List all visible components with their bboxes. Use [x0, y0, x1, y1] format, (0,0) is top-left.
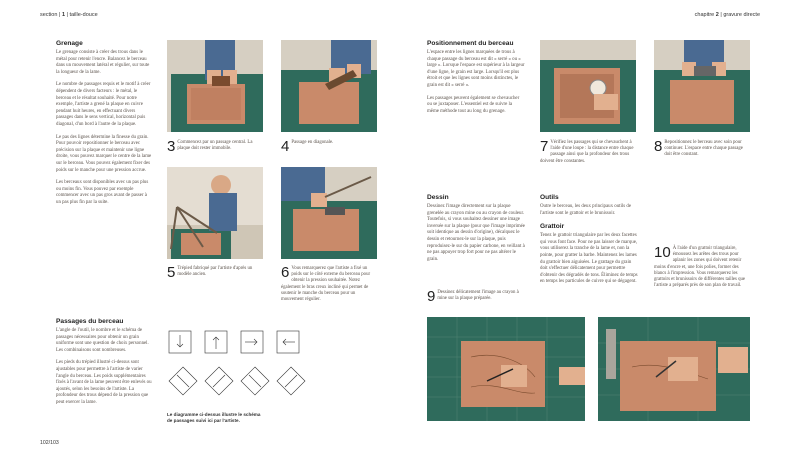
caption-text: Vérifiez les passages qui se chevauchent à l'aide d'une loupe : la distance entre chaque passage ainsi que la profondeur des trous doivent être constantes. — [540, 140, 634, 164]
grattoir-heading: Grattoir — [540, 223, 565, 231]
passages-column — [56, 318, 152, 413]
caption-step-10 — [654, 246, 750, 289]
caption-text: Dessinez délicatement l'image au crayon à mine sur la plaque préparée. — [437, 290, 519, 302]
positionnement-column — [427, 40, 525, 121]
dessin-text: Dessinez l'image directement sur la plaque grenelée au crayon mine ou au crayon de couleur. Toutefois, si vous souhaitez dessiner une image inversée sur la plaque (pour que l'image imprimée soit identique au dessin d'origine), décalquez le dessin et retournez-le sur la plaque, puis reproduisez-le sur du papier carbone, en veillant à ne pas appuyer trop fort pour ne pas altérer le grain. — [427, 204, 525, 262]
outils-column — [540, 194, 638, 292]
caption-text: Repositionnez le berceau avec soin pour continuer. L'espace entre chaque passage doit être constant. — [664, 140, 743, 158]
grattoir-text: Tenez le grattoir triangulaire par les deux facettes qui vous font face. Pour ne pas laisser de marque, vous utiliserez la tranche de la lame et, non la pointe, pour gratter la barbe. Maintenez les lames du grattoir bien aiguisées. Le grattage du grain doit s'effectuer délicatement pour permettre d'obtenir des dégradés de tons. Éliminez de temps en temps les particules de cuivre qui se dégagent. — [540, 233, 638, 285]
grenage-paragraph: Le nombre de passages requis et le motif à créer dépendent de divers facteurs : le métal, le berceau et le résultat souhaité. Pour notre exemple, l'artiste a grené la plaque en cuivre pendant huit heures, en effectuant divers passages dans le sens vertical, horizontal puis diagonal, d'un bord à l'autre de la plaque. — [56, 82, 151, 127]
caption-text: Commencez par un passage central. La plaque doit rester immobile. — [177, 140, 253, 152]
page-folio: 102/103 — [40, 440, 59, 446]
header-divider: | — [58, 12, 62, 18]
caption-number: 7 — [540, 138, 549, 155]
chapter-label: chapitre — [694, 12, 715, 18]
photo-step-7 — [540, 40, 636, 132]
caption-number: 5 — [167, 264, 176, 281]
positionnement-paragraph: Les passages peuvent également se chevaucher ou se juxtaposer. L'essentiel est de suivre la même méthode tout au long du grenage. — [427, 95, 520, 114]
caption-number: 4 — [281, 138, 290, 155]
photo-step-3 — [167, 40, 263, 132]
caption-step-3 — [167, 140, 263, 153]
passage-diagram-svg — [167, 329, 317, 409]
outils-heading: Outils — [540, 194, 559, 201]
caption-number: 10 — [654, 244, 671, 261]
passages-heading: Passages du berceau — [56, 318, 124, 325]
caption-text: Passage en diagonale. — [291, 140, 334, 145]
dessin-heading: Dessin — [427, 194, 449, 201]
grenage-heading: Grenage — [56, 40, 83, 47]
grenage-paragraph: Les berceaux sont disponibles avec un pas plus ou moins fin. Vous pouvez par exemple commencer avec un pas gros avant de passer à un pas plus fin par la suite. — [56, 180, 149, 205]
header-divider: | — [720, 12, 724, 18]
photo-step-10 — [598, 317, 750, 421]
diagram-caption: Le diagramme ci-dessus illustre le schéma de passages suivi ici par l'artiste. — [167, 412, 261, 423]
caption-number: 9 — [427, 288, 436, 305]
outils-text: Outre le berceau, les deux principaux outils de l'artiste sont le grattoir et le brunissoir. — [540, 204, 631, 216]
grenage-column — [56, 40, 152, 212]
grenage-paragraph: Le pas des lignes détermine la finesse du grain. Pour pouvoir repositionner le berceau avec précision sur la plaque et maintenir une ligne droite, vous pouvez marquer le centre de la lame sur le berceau. Vous pouvez également fixer des poids sur le manche pour une pression accrue. — [56, 134, 152, 173]
photo-step-4 — [281, 40, 377, 132]
caption-step-4 — [281, 140, 377, 153]
passages-paragraph: Les pieds du trépied illustré ci-dessus sont ajustables pour permettre à l'artiste de varier l'angle du berceau. Les poids supplémentaires fixés à l'avant de la lame peuvent être enlevés ou ajoutés, selon les besoins de l'artiste. La profondeur des trous dépend de la pression que peut exercer la lame. — [56, 360, 152, 405]
caption-number: 8 — [654, 138, 663, 155]
section-number: 1 — [61, 12, 65, 18]
chapter-number: 2 — [715, 12, 719, 18]
passages-paragraph: L'angle de l'outil, le nombre et le schéma de passages nécessaires pour obtenir un grain uniforme sont une question de choix personnel. Les combinaisons sont nombreuses. — [56, 328, 149, 353]
right-running-header — [695, 12, 760, 18]
dessin-column — [427, 194, 525, 269]
photo-step-5 — [167, 167, 263, 259]
section-label: section — [40, 12, 58, 18]
positionnement-paragraph: L'espace entre les lignes marquées de trous à chaque passage du berceau est dit « serré » ou « large ». Lorsque l'espace est supérieur à la largeur d'une ligne, le grain est large. Lorsqu'il est plus étroit et que les lignes sont moins distinctes, le grain est dit « serré ». — [427, 50, 525, 88]
caption-step-8 — [654, 140, 750, 159]
caption-step-6 — [281, 266, 377, 303]
caption-number: 6 — [281, 264, 290, 281]
passage-diagram — [167, 329, 317, 409]
caption-step-9 — [427, 290, 525, 303]
left-running-header — [40, 12, 98, 18]
caption-step-5 — [167, 266, 263, 279]
caption-text: Vous remarquerez que l'artiste a fixé un poids sur le côté externe du berceau pour obtenir la pression souhaitée. Notez également le bras creux incliné qui permet de soutenir le manche du berceau pour un mouvement régulier. — [281, 266, 371, 303]
photo-step-9 — [427, 317, 585, 421]
photo-step-8 — [654, 40, 750, 132]
chapter-title: gravure directe — [723, 12, 760, 18]
grenage-paragraph: Le grenage consiste à créer des trous dans le métal pour retenir l'encre. Balancez le berceau dans un mouvement latéral et régulier, sur toute la longueur de la lame. — [56, 50, 150, 75]
photo-step-6 — [281, 167, 377, 259]
caption-number: 3 — [167, 138, 176, 155]
section-title: taille-douce — [69, 12, 98, 18]
caption-text: Trépied fabriqué par l'artiste d'après un modèle ancien. — [177, 266, 253, 278]
caption-step-7 — [540, 140, 636, 165]
positionnement-heading: Positionnement du berceau — [427, 40, 514, 47]
header-divider: | — [66, 12, 70, 18]
caption-text: À l'aide d'un grattoir triangulaire, émoussez les arêtes des trous pour aplanir les zones qui doivent retenir moins d'encre et, une fois polies, former des blancs à l'impression. Vous remarquerez les grattoirs et brunissoirs de différentes tailles que l'artiste a préparés près de son plan de travail. — [654, 246, 746, 289]
